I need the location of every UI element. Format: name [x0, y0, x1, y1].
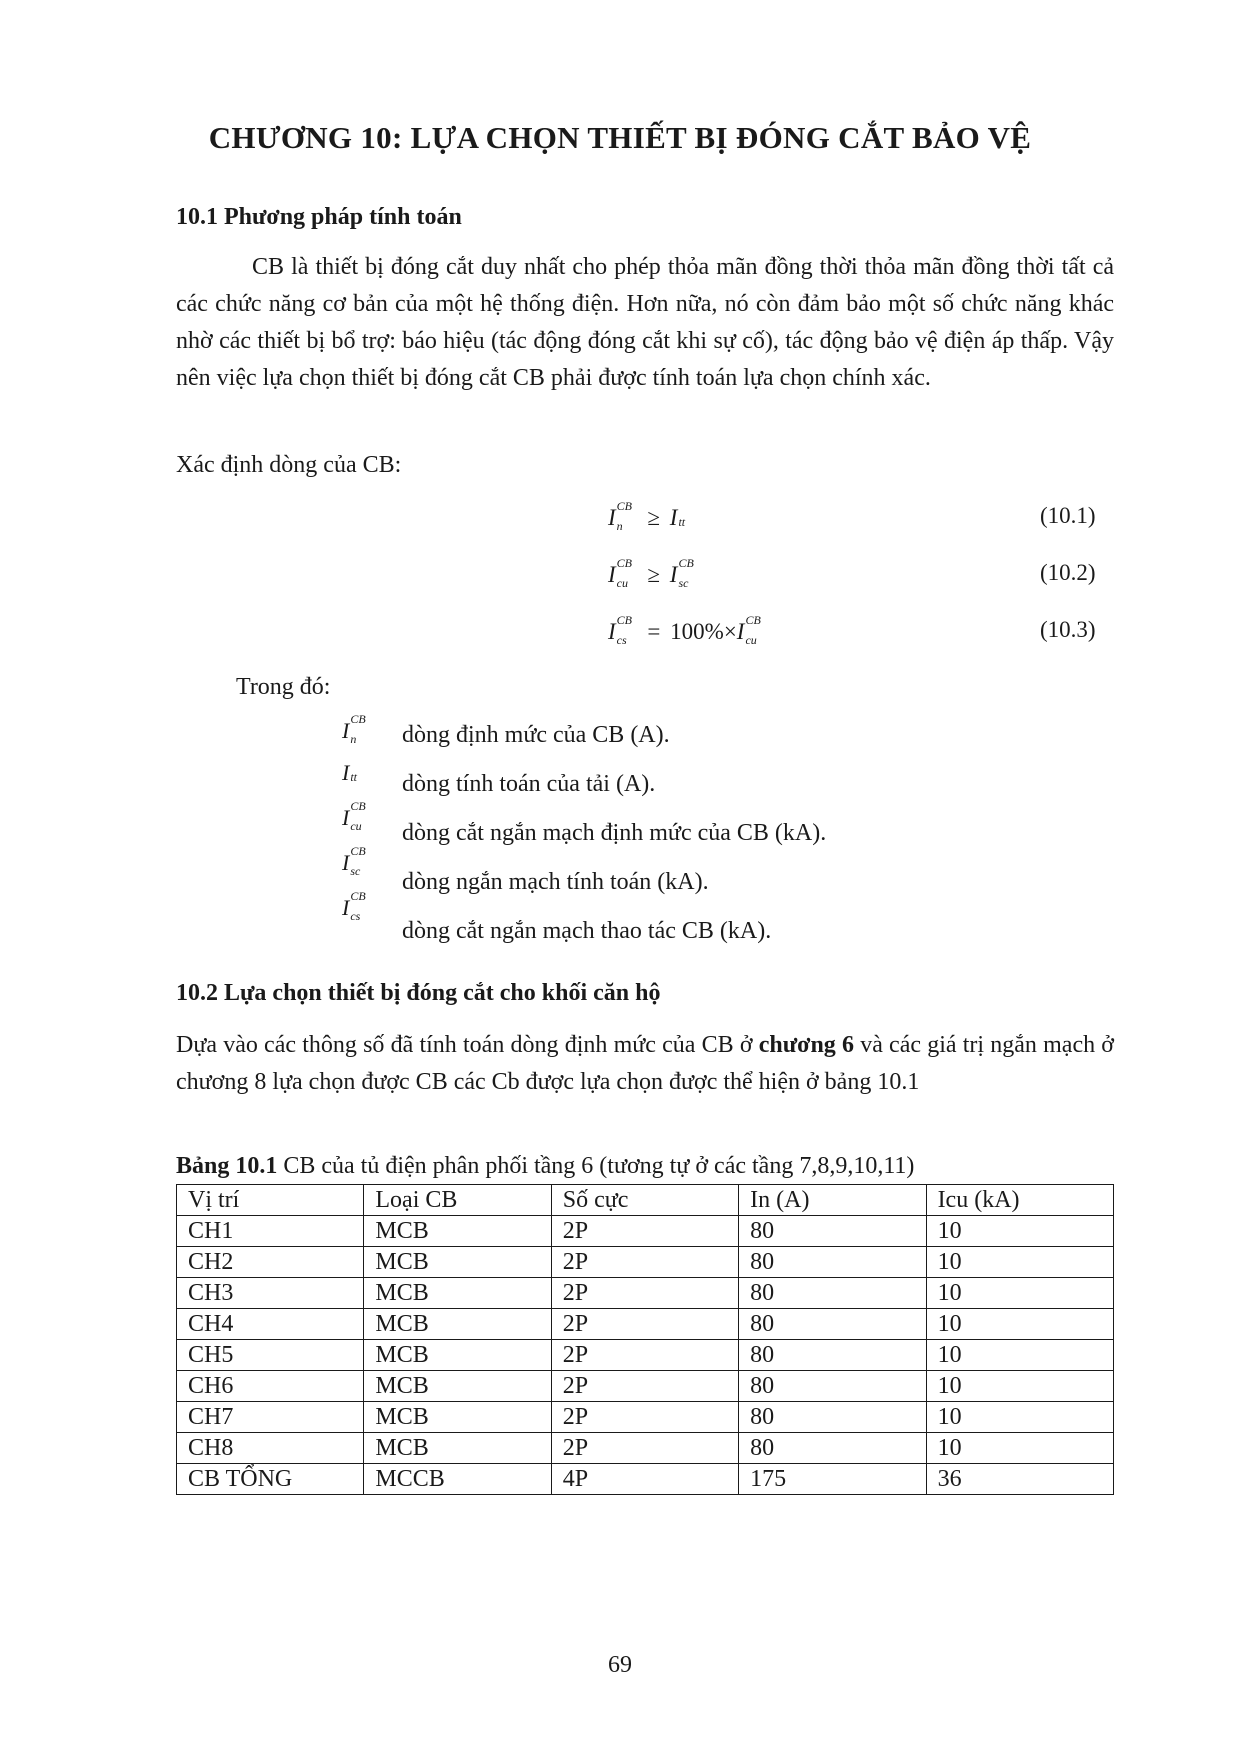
chapter-reference: chương 6: [758, 1032, 854, 1058]
table-cell: 80: [739, 1309, 926, 1340]
table-cell: MCB: [364, 1371, 551, 1402]
table-cell: CH6: [177, 1371, 364, 1402]
table-cell: CH7: [177, 1402, 364, 1433]
table-cell: 10: [926, 1402, 1113, 1433]
table-cell: CH5: [177, 1340, 364, 1371]
equation-number-10-2: (10.2): [1040, 560, 1096, 585]
table-cell: MCB: [364, 1340, 551, 1371]
where-label: Trong đó:: [236, 674, 331, 700]
table-row: [177, 1340, 1114, 1371]
definition-line: dòng tính toán của tải (A).: [402, 771, 656, 797]
page-number: 69: [608, 1652, 632, 1678]
equation-10-1: I CB n ≥ I tt: [608, 499, 686, 533]
table-cell: 2P: [551, 1309, 738, 1340]
definition-line: dòng cắt ngắn mạch định mức của CB (kA).: [402, 820, 827, 846]
table-cell: 2P: [551, 1433, 738, 1464]
table-cell: 80: [739, 1216, 926, 1247]
table-row: [177, 1402, 1114, 1433]
table-row: [177, 1278, 1114, 1309]
table-cell: 80: [739, 1247, 926, 1278]
table-cell: 10: [926, 1340, 1113, 1371]
cb-table: [176, 1184, 1114, 1495]
column-header: Vị trí: [177, 1185, 364, 1216]
definition-line: dòng cắt ngắn mạch thao tác CB (kA).: [402, 918, 772, 944]
equation-10-2: I CB cu ≥ I CB sc: [608, 556, 694, 590]
table-cell: 80: [739, 1340, 926, 1371]
table-cell: MCB: [364, 1433, 551, 1464]
def-symbol-isc: I CB sc: [342, 844, 366, 878]
table-cell: CH3: [177, 1278, 364, 1309]
table-cell: CH2: [177, 1247, 364, 1278]
symbol-isc-cb: I CB sc: [669, 556, 694, 590]
table-cell: 80: [739, 1433, 926, 1464]
table-cell: MCB: [364, 1247, 551, 1278]
table-cell: MCCB: [364, 1464, 551, 1495]
definition-line: dòng ngắn mạch tính toán (kA).: [402, 869, 709, 895]
table-cell: 80: [739, 1371, 926, 1402]
def-symbol-itt: I tt: [342, 760, 357, 785]
table-cell: 2P: [551, 1371, 738, 1402]
table-cell: 175: [739, 1464, 926, 1495]
table-cell: 2P: [551, 1402, 738, 1433]
table-cell: 2P: [551, 1216, 738, 1247]
table-cell: 80: [739, 1402, 926, 1433]
chapter-title: CHƯƠNG 10: LỰA CHỌN THIẾT BỊ ĐÓNG CẮT BẢO VỆ: [208, 120, 1032, 155]
equation-number-10-3: (10.3): [1040, 617, 1096, 642]
table-cell: 36: [926, 1464, 1113, 1495]
table-cell: 80: [739, 1278, 926, 1309]
determine-cb-current-label: Xác định dòng của CB:: [176, 452, 402, 478]
table-cell: 10: [926, 1247, 1113, 1278]
table-header-row: [177, 1185, 1114, 1216]
table-caption: Bảng 10.1 CB của tủ điện phân phối tầng 6 (tương tự ở các tầng 7,8,9,10,11): [176, 1153, 915, 1179]
table-cell: 2P: [551, 1278, 738, 1309]
column-header: Số cực: [551, 1185, 738, 1216]
section-heading-10-1: 10.1 Phương pháp tính toán: [176, 204, 462, 230]
table-cell: 2P: [551, 1247, 738, 1278]
table-cell: CH4: [177, 1309, 364, 1340]
table-cell: CH8: [177, 1433, 364, 1464]
table-row: [177, 1309, 1114, 1340]
table-row: [177, 1247, 1114, 1278]
def-symbol-ics: I CB cs: [342, 889, 366, 923]
table-cell: 4P: [551, 1464, 738, 1495]
column-header: Icu (kA): [926, 1185, 1113, 1216]
symbol-icu-cb: I CB cu: [608, 556, 633, 590]
table-cell: 10: [926, 1371, 1113, 1402]
table-cell: 10: [926, 1216, 1113, 1247]
section2-paragraph: Dựa vào các thông số đã tính toán dòng định mức của CB ở chương 6 và các giá trị ngắn mạch ở chương 8 lựa chọn được CB các Cb được lựa chọn được thể hiện ở bảng 10.1: [176, 1032, 1114, 1095]
table-cell: MCB: [364, 1278, 551, 1309]
table-cell: MCB: [364, 1309, 551, 1340]
table-row: [177, 1371, 1114, 1402]
table-cell: 10: [926, 1278, 1113, 1309]
section-heading-10-2: 10.2 Lựa chọn thiết bị đóng cắt cho khối căn hộ: [176, 980, 661, 1006]
table-cell: 2P: [551, 1340, 738, 1371]
table-row: [177, 1433, 1114, 1464]
symbol-in-cb: I CB n: [608, 499, 633, 533]
intro-paragraph: CB là thiết bị đóng cắt duy nhất cho phép thỏa mãn đồng thời thỏa mãn đồng thời tất cả các chức năng cơ bản của một hệ thống điện. Hơn nữa, nó còn đảm bảo một số chức năng khác nhờ các thiết bị bổ trợ: báo hiệu (tác động đóng cắt khi sự cố), tác động bảo vệ điện áp thấp. Vậy nên việc lựa chọn thiết bị đóng cắt CB phải được tính toán lựa chọn chính xác.: [176, 254, 1114, 391]
table-row: [177, 1464, 1114, 1495]
column-header: In (A): [739, 1185, 926, 1216]
table-cell: MCB: [364, 1402, 551, 1433]
table-cell: 10: [926, 1309, 1113, 1340]
table-cell: MCB: [364, 1216, 551, 1247]
symbol-ics-cb: I CB cs: [608, 613, 633, 647]
equation-10-3: I CB cs = 100%×I CB cu: [608, 613, 761, 647]
table-row: [177, 1216, 1114, 1247]
symbol-itt: I tt: [669, 505, 686, 530]
table-cell: CB TỔNG: [177, 1464, 364, 1495]
def-symbol-icu: I CB cu: [342, 799, 366, 833]
definition-line: dòng định mức của CB (A).: [402, 722, 670, 748]
equation-number-10-1: (10.1): [1040, 503, 1096, 528]
column-header: Loại CB: [364, 1185, 551, 1216]
def-symbol-in: I CB n: [342, 712, 366, 746]
symbol-icu-cb: I CB cu: [736, 613, 761, 647]
table-cell: 10: [926, 1433, 1113, 1464]
table-cell: CH1: [177, 1216, 364, 1247]
